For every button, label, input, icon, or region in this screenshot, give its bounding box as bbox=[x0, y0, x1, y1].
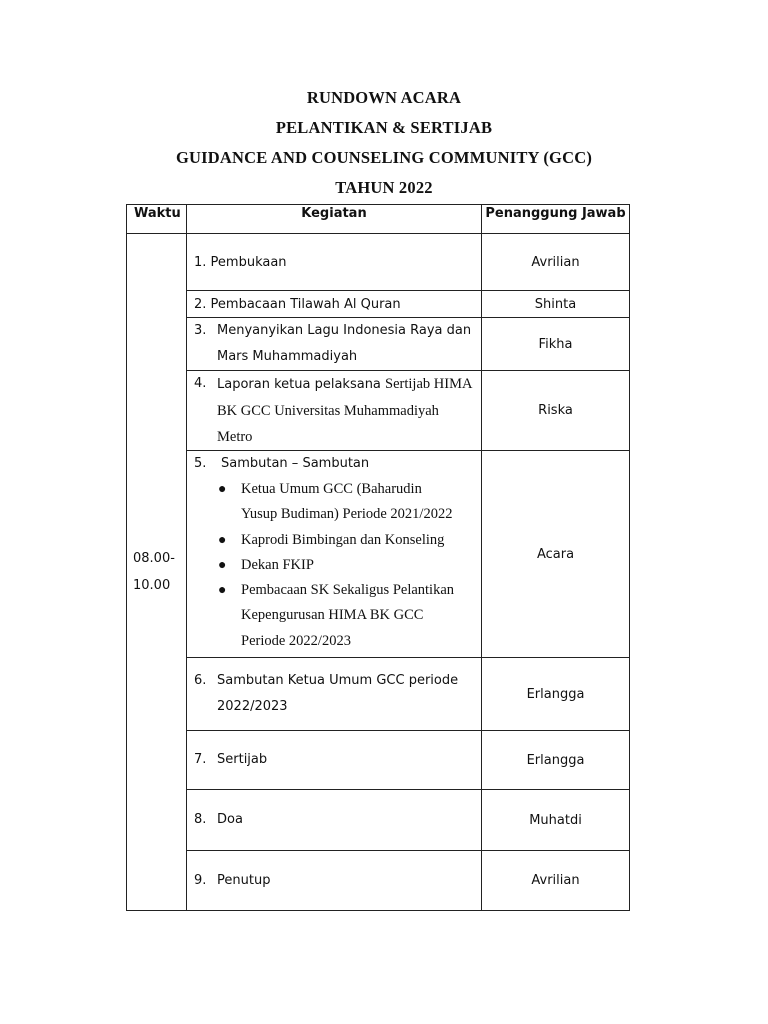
table-row bbox=[127, 658, 630, 731]
waktu-start: 08.00- bbox=[133, 551, 175, 566]
bullet-icon: ● bbox=[218, 482, 227, 497]
kegiatan-text: Laporan ketua pelaksana bbox=[217, 377, 381, 392]
table-row bbox=[127, 234, 630, 291]
pj-cell: Shinta bbox=[482, 291, 630, 318]
table-row bbox=[127, 371, 630, 451]
table-header-row bbox=[127, 205, 630, 234]
title-line-3: GUIDANCE AND COUNSELING COMMUNITY (GCC) bbox=[175, 148, 593, 167]
title-line-1: RUNDOWN ACARA bbox=[306, 88, 462, 107]
list-item: ● Ketua Umum GCC (Baharudin Yusup Budiman) Periode 2021/2022 bbox=[218, 477, 473, 528]
kegiatan-text: Penutup bbox=[217, 872, 271, 888]
kegiatan-cell: 6. Sambutan Ketua Umum GCC periode 2022/2023 bbox=[187, 658, 482, 731]
pj-cell: Riska bbox=[482, 371, 630, 451]
kegiatan-text: Metro bbox=[217, 429, 253, 445]
pj-cell: Avrilian bbox=[482, 851, 630, 911]
header-penanggung-jawab: Penanggung Jawab bbox=[482, 205, 630, 234]
table-row bbox=[127, 451, 630, 658]
kegiatan-cell: 8. Doa bbox=[187, 790, 482, 851]
kegiatan-cell: 5. Sambutan – Sambutan ● Ketua Umum GCC (Baharudin Yusup Budiman) Periode 2021/2022 ● Kaprodi Bimbingan dan Konseling ● Dekan FKIP ● Pembacaan SK Sekaligus Pelantikan Kepengurusan HIMA BK GCC Periode 2022/2023 bbox=[187, 451, 482, 658]
list-item: ● Dekan FKIP bbox=[218, 553, 473, 578]
kegiatan-text: Pembacaan Tilawah Al Quran bbox=[210, 296, 401, 312]
list-item: ● Kaprodi Bimbingan dan Konseling bbox=[218, 528, 473, 553]
waktu-cell bbox=[127, 234, 187, 911]
kegiatan-text: Sambutan – Sambutan bbox=[221, 456, 370, 471]
document-title bbox=[0, 86, 768, 206]
kegiatan-text: Sambutan Ketua Umum GCC periode bbox=[217, 673, 459, 688]
bullet-icon: ● bbox=[218, 532, 227, 548]
pj-cell: Acara bbox=[482, 451, 630, 658]
title-line-4: TAHUN 2022 bbox=[335, 178, 433, 197]
kegiatan-text: 2022/2023 bbox=[217, 699, 288, 714]
pj-cell: Fikha bbox=[482, 318, 630, 371]
table-row bbox=[127, 731, 630, 790]
list-item: ● Pembacaan SK Sekaligus Pelantikan Kepengurusan HIMA BK GCC Periode 2022/2023 bbox=[218, 578, 473, 654]
kegiatan-text: Doa bbox=[217, 812, 243, 827]
table-row bbox=[127, 291, 630, 318]
table-row bbox=[127, 318, 630, 371]
bullet-icon: ● bbox=[218, 583, 227, 599]
kegiatan-text: Menyanyikan Lagu Indonesia Raya dan bbox=[217, 323, 472, 338]
bullet-icon: ● bbox=[218, 557, 227, 573]
pj-cell: Erlangga bbox=[482, 731, 630, 790]
kegiatan-text: Sertijab HIMA bbox=[385, 376, 473, 392]
kegiatan-text: Pembukaan bbox=[210, 254, 287, 270]
table-row bbox=[127, 851, 630, 911]
kegiatan-text: Mars Muhammadiyah bbox=[217, 349, 358, 364]
kegiatan-cell: 9. Penutup bbox=[187, 851, 482, 911]
kegiatan-cell: 3. Menyanyikan Lagu Indonesia Raya dan Mars Muhammadiyah bbox=[187, 318, 482, 371]
sambutan-list bbox=[194, 477, 473, 654]
kegiatan-text: BK GCC Universitas Muhammadiyah bbox=[217, 403, 439, 419]
waktu-end: 10.00 bbox=[133, 578, 171, 593]
pj-cell: Avrilian bbox=[482, 234, 630, 291]
title-line-2: PELANTIKAN & SERTIJAB bbox=[275, 118, 493, 137]
kegiatan-cell: 7. Sertijab bbox=[187, 731, 482, 790]
pj-cell: Erlangga bbox=[482, 658, 630, 731]
kegiatan-cell: 2. Pembacaan Tilawah Al Quran bbox=[187, 291, 482, 318]
pj-cell: Muhatdi bbox=[482, 790, 630, 851]
rundown-table bbox=[126, 204, 630, 911]
kegiatan-cell: 4. Laporan ketua pelaksana Sertijab HIMA BK GCC Universitas Muhammadiyah Metro bbox=[187, 371, 482, 451]
table-row bbox=[127, 790, 630, 851]
header-kegiatan: Kegiatan bbox=[187, 205, 482, 234]
kegiatan-text: Sertijab bbox=[217, 752, 268, 767]
kegiatan-cell: 1. Pembukaan bbox=[187, 234, 482, 291]
header-waktu: Waktu bbox=[127, 205, 187, 234]
